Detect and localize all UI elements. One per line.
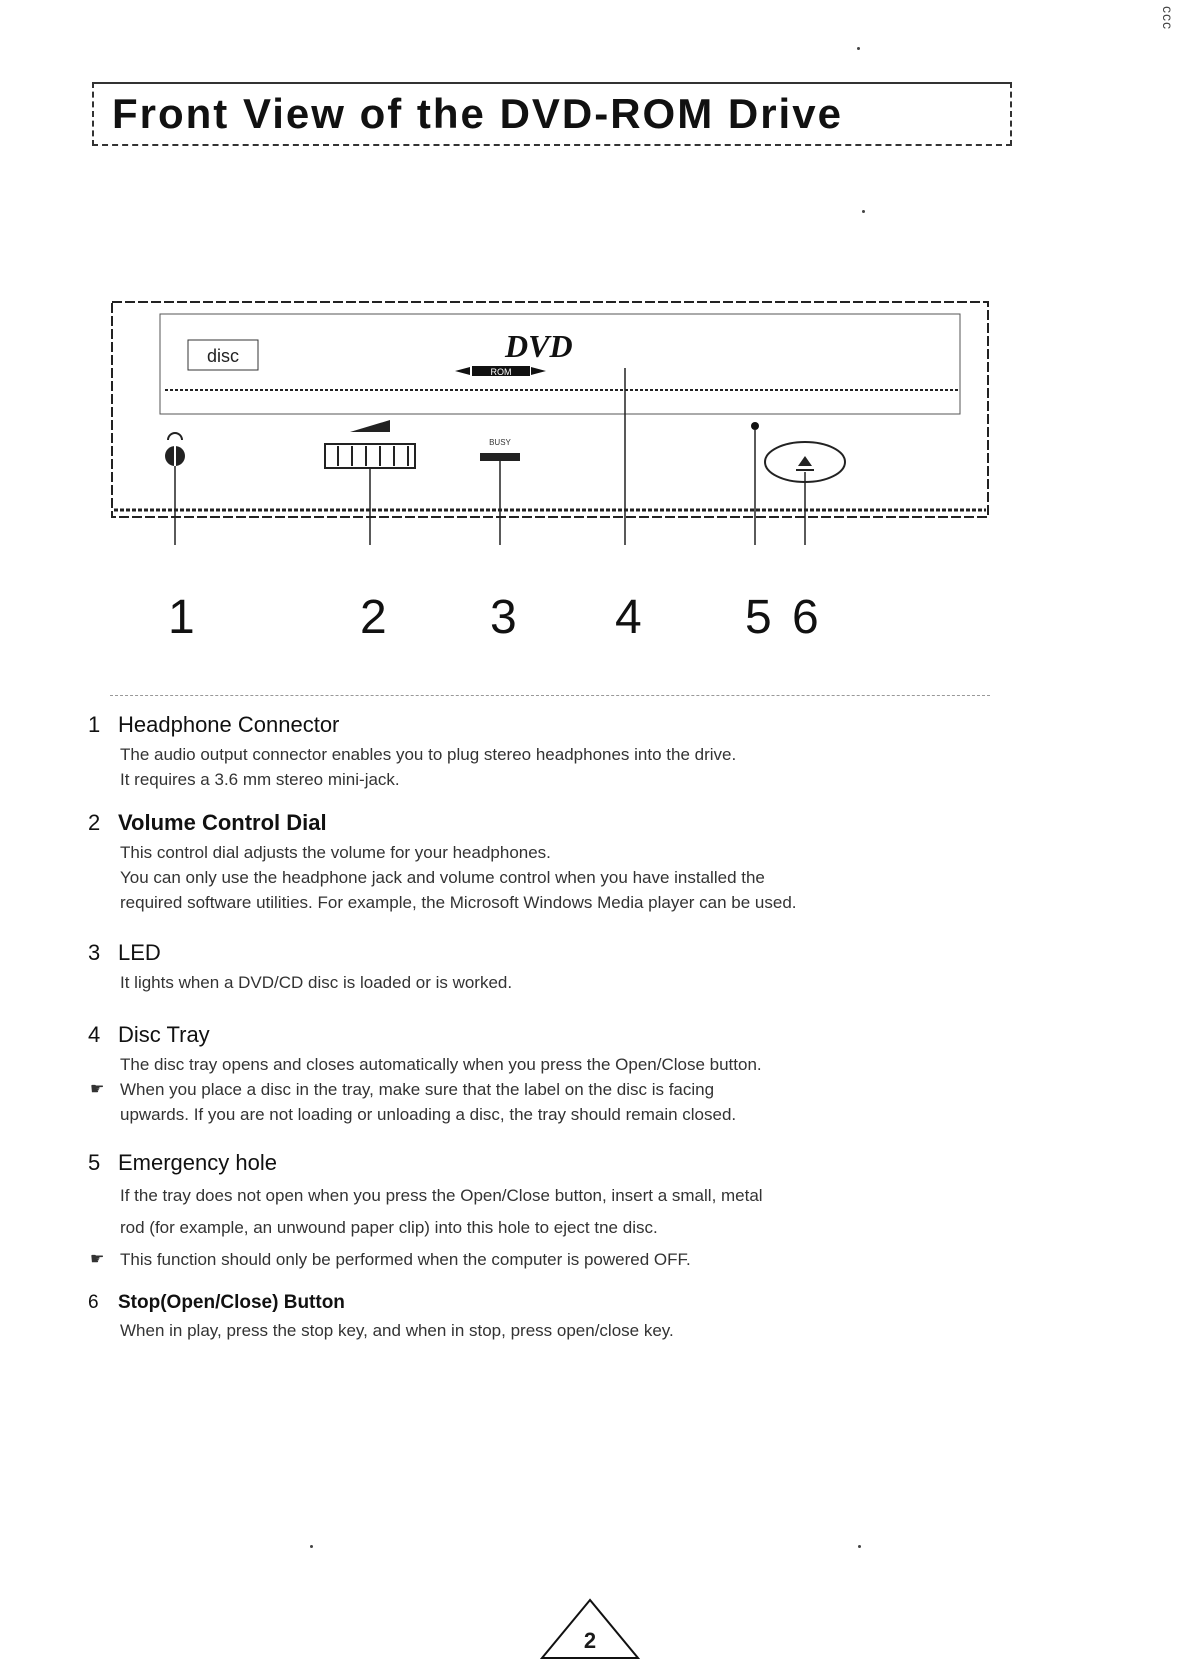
page-number: 2 xyxy=(583,1628,597,1653)
section-line: required software utilities. For example, the Microsoft Windows Media player can be used. xyxy=(120,893,797,912)
section-line: When in play, press the stop key, and when in stop, press open/close key. xyxy=(120,1321,674,1340)
page-number-badge xyxy=(540,1598,640,1660)
section-heading: Volume Control Dial xyxy=(118,810,327,835)
callout-4: 4 xyxy=(615,591,642,644)
section-heading: Emergency hole xyxy=(118,1150,277,1175)
section-emergency-hole xyxy=(88,1150,988,1276)
section-number: 3 xyxy=(88,940,101,965)
drive-front-diagram xyxy=(110,300,990,565)
dvd-logo xyxy=(455,328,573,377)
note-line: When you place a disc in the tray, make sure that the label on the disc is facing xyxy=(120,1080,715,1099)
note-arrow-icon: ☛ xyxy=(90,1251,105,1268)
section-number: 2 xyxy=(88,810,101,835)
emergency-hole[interactable] xyxy=(751,422,759,430)
section-line: The audio output connector enables you to plug stereo headphones into the drive. xyxy=(120,745,737,764)
section-headphone-connector xyxy=(88,712,988,792)
section-heading: LED xyxy=(118,940,161,965)
section-divider xyxy=(110,695,990,696)
disc-logo-text: disc xyxy=(206,346,240,366)
section-number: 4 xyxy=(88,1022,101,1047)
callout-6: 6 xyxy=(792,591,819,644)
section-number: 1 xyxy=(88,712,101,737)
callout-1: 1 xyxy=(168,591,195,644)
rom-label: ROM xyxy=(490,367,512,377)
section-disc-tray xyxy=(88,1022,988,1127)
section-line: It requires a 3.6 mm stereo mini-jack. xyxy=(120,770,400,789)
busy-label: BUSY xyxy=(489,438,511,447)
section-number: 5 xyxy=(88,1150,101,1175)
section-stop-open-close-button xyxy=(88,1292,988,1343)
section-line: You can only use the headphone jack and volume control when you have installed the xyxy=(120,868,765,887)
section-line: This control dial adjusts the volume for your headphones. xyxy=(120,843,551,862)
section-line: rod (for example, an unwound paper clip) into this hole to eject tne disc. xyxy=(120,1218,658,1237)
page-title: Front View of the DVD-ROM Drive xyxy=(112,90,843,137)
volume-dial[interactable] xyxy=(325,420,415,468)
disc-logo xyxy=(188,340,258,370)
section-led xyxy=(88,940,988,995)
note-arrow-icon: ☛ xyxy=(90,1081,105,1098)
dvd-logo-text: DVD xyxy=(505,328,573,364)
note-line: upwards. If you are not loading or unloading a disc, the tray should remain closed. xyxy=(120,1105,737,1124)
title-box xyxy=(92,82,1012,146)
section-volume-control-dial xyxy=(88,810,988,915)
section-line: It lights when a DVD/CD disc is loaded or is worked. xyxy=(120,973,513,992)
busy-led xyxy=(480,438,520,461)
section-number: 6 xyxy=(88,1292,99,1313)
note-line: This function should only be performed when the computer is powered OFF. xyxy=(120,1250,691,1269)
section-heading: Stop(Open/Close) Button xyxy=(118,1292,345,1313)
section-line: The disc tray opens and closes automatically when you press the Open/Close button. xyxy=(120,1055,762,1074)
section-heading: Headphone Connector xyxy=(118,712,340,737)
headphone-jack[interactable] xyxy=(165,433,185,466)
callout-2: 2 xyxy=(360,591,387,644)
callout-5: 5 xyxy=(745,591,772,644)
section-line: If the tray does not open when you press the Open/Close button, insert a small, metal xyxy=(120,1186,763,1205)
section-heading: Disc Tray xyxy=(118,1022,210,1047)
corner-mark: ccc xyxy=(1160,6,1176,30)
callout-3: 3 xyxy=(490,591,517,644)
